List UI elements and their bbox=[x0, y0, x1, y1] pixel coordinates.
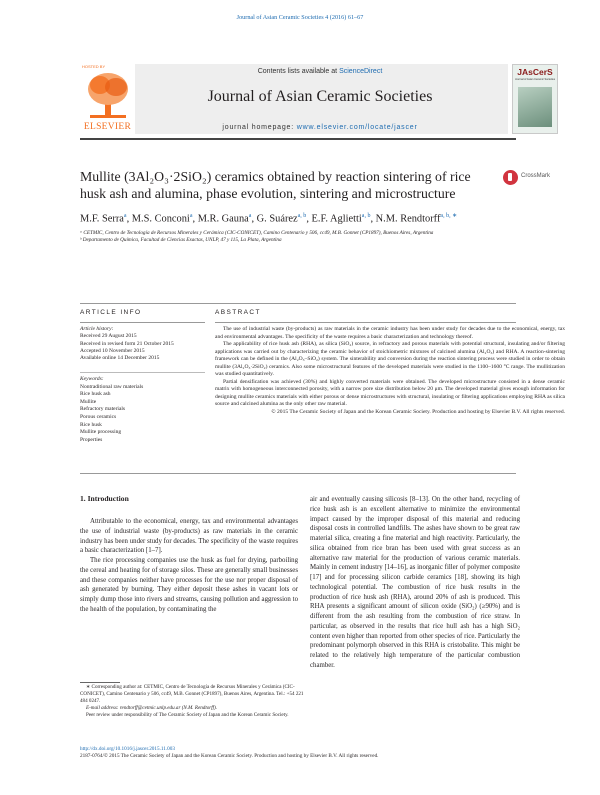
body-right-column bbox=[310, 495, 520, 671]
author-affiliation-mark[interactable]: a bbox=[248, 213, 252, 219]
doi-link[interactable]: http://dx.doi.org/10.1016/j.jascer.2015.11.003 bbox=[80, 746, 175, 752]
abstract-paragraph: The applicability of rice husk ash (RHA), as silica (SiO₂) source, in refractory and porous materials with potential structural, insulating and/or filtering applications was carried out by characterizing the ceramic behavior of stoichiometric mixtures of calcined alumina (Al₂O₃) and RHA. A reaction-sintering framework can be defined in the (Al₂O₃–SiO₂) system. The sinterability and conversion during the reaction sintering process were studied in order to obtain mullite (3Al₂O₃·2SiO₂) ceramics. Also some microstructural features of the developed materials were studied in the 1100–1600 °C range. The mullitization was studied quantitatively. bbox=[215, 341, 565, 378]
contents-availability bbox=[140, 68, 500, 75]
crossmark-badge[interactable] bbox=[503, 170, 563, 186]
keyword: Nontraditional raw materials bbox=[80, 383, 144, 390]
journal-title: Journal of Asian Ceramic Societies bbox=[207, 88, 433, 105]
affiliations bbox=[80, 230, 550, 244]
keyword: Porous ceramics bbox=[80, 413, 117, 420]
journal-cover-thumbnail[interactable] bbox=[512, 64, 558, 134]
author-name[interactable]: E.F. Aglietti bbox=[311, 213, 362, 225]
body-left-column bbox=[80, 517, 298, 615]
keywords-label: Keywords: bbox=[80, 376, 104, 382]
body-paragraph: Attributable to the economical, energy, tax and environmental advantages the use of industrial waste (by-products) as raw materials in the ceramic industry has been under study for decades. The specificity of the waste requires a basic characterization [1–7]. bbox=[80, 518, 298, 555]
keyword: Mullite bbox=[80, 398, 97, 405]
keyword: Rice husk ash bbox=[80, 391, 111, 398]
keyword: Refractory materials bbox=[80, 406, 126, 413]
contents-label: Contents lists available at bbox=[257, 68, 338, 75]
header-divider bbox=[80, 138, 516, 140]
author-name[interactable]: G. Suárez bbox=[256, 213, 298, 225]
homepage-link[interactable]: www.elsevier.com/locate/jascer bbox=[296, 124, 418, 131]
history-accepted: Accepted 10 November 2015 bbox=[80, 347, 145, 354]
abstract-rule bbox=[215, 322, 516, 323]
abstract-bottom-rule bbox=[80, 473, 516, 474]
article-info-rule bbox=[80, 322, 205, 323]
corresponding-author-note: ∗ Corresponding author at: CETMIC, Centro de Tecnología de Recursos Minerales y Cerámica (CIC-CONICET), Camino Centenario y 506, cc49, M.B. Gonnet (CP1897), Buenos Aires, Argentina. Tel.: +54 221 484 0247. bbox=[80, 684, 304, 705]
author-name[interactable]: M.R. Gauna bbox=[197, 213, 249, 225]
homepage-label: journal homepage: bbox=[222, 124, 294, 131]
page-footer bbox=[80, 746, 560, 760]
keyword: Rice husk bbox=[80, 421, 102, 428]
footnotes bbox=[80, 684, 308, 719]
author-name[interactable]: N.M. Rendtorff bbox=[375, 213, 441, 225]
abstract-copyright: © 2015 The Ceramic Society of Japan and the Korean Ceramic Society. Production and hosting by Elsevier B.V. All rights reserved. bbox=[271, 409, 565, 416]
abstract-paragraph: The use of industrial waste (by-products) as raw materials in the ceramic industry has been under study for decades due to the economical, energy, tax and environmental advantages. The specificity of the waste requires a basic characterization and technology thereof. bbox=[215, 326, 565, 340]
history-online: Available online 14 December 2015 bbox=[80, 355, 160, 362]
author-affiliation-mark[interactable]: a, b bbox=[361, 213, 371, 219]
article-history bbox=[80, 326, 210, 362]
author-name[interactable]: M.F. Serra bbox=[80, 213, 124, 225]
body-paragraph: air and eventually causing silicosis [8–13]. On the other hand, recycling of rice husk ash is an excellent alternative to minimize the environmental impact caused by the improper disposal of this material and reducing disposal costs in controlled landfills. The ashes have shown to be great raw material silica, creating a fine material and high reactivity. Particularly, the silica obtained from rice bran has been used with great success as an alternative raw material for the production of various ceramic materials. Mainly in cement industry [14–16], as inorganic filler of polymer composite [17] and for processing silicon carbide ceramics [18], showing its high technological potential. The combustion of rice husk results in the production of rice husk ash (RHA), around 20% of ash is produced. This RHA presents a significant amount of silicon oxide (SiO₂) (≥90%) and is different from the ash resulting from the combustion of rice straw. In particular, as observed in the results that rice hull ash has a high SiO₂ content even higher than reported from other species of rice. Particularly the predominant polymorph observed in this RHA is cristobalite. This might be related to the relatively high temperature of the particular combustion chamber. bbox=[310, 496, 520, 669]
keyword: Properties bbox=[80, 436, 103, 443]
keywords-rule bbox=[80, 372, 205, 373]
elsevier-wordmark: ELSEVIER bbox=[83, 122, 132, 132]
cover-image bbox=[518, 87, 552, 127]
journal-citation-line[interactable]: Journal of Asian Ceramic Societies 4 (2016) 61–67 bbox=[236, 14, 364, 21]
email-note[interactable]: E-mail address: rendtorff@cetmic.unlp.edu.ar (N.M. Rendtorff). bbox=[86, 705, 218, 712]
author-affiliation-mark[interactable]: a bbox=[189, 213, 193, 219]
author-list: M.F. Serra$^a$, M.S. Conconi$^a$, M.R. Gauna$^a$, G. Suárez$^{a, b}$, E.F. Aglietti$^{a, b}$, N.M. Rendtorff$^{a, b, ∗}$ bbox=[80, 213, 458, 225]
author-affiliation-mark[interactable]: a, b bbox=[297, 213, 307, 219]
hosted-by-label: HOSTED BY bbox=[82, 64, 106, 69]
issn-line: 2187-0764/© 2015 The Ceramic Society of Japan and the Korean Ceramic Society. Production and hosting by Elsevier B.V. All rights reserved. bbox=[80, 753, 379, 760]
abstract-paragraph: Partial densification was achieved (30%) and highly converted materials were obtained. The developed microstructure consisted in a dense ceramic matrix with homogeneous interconnected porosity, with a narrow pore size distribution below 20 μm. The developed material gives enough information for designing mullite ceramics materials with either porous or dense microstructures with structural, insulating or filtering applications employing RHA as silica source and calcined alumina as the only other raw material. bbox=[215, 378, 565, 408]
abstract-body bbox=[215, 326, 565, 417]
article-title: Mullite (3Al₂O₃·2SiO₂) ceramics obtained by reaction sintering of rice husk ash and alumina, phase evolution, sintering and microstructure bbox=[80, 169, 471, 201]
history-revised: Received in revised form 21 October 2015 bbox=[80, 340, 174, 347]
front-matter-rule bbox=[80, 303, 516, 304]
author-affiliation-mark[interactable]: a bbox=[123, 213, 127, 219]
introduction-heading: 1. Introduction bbox=[80, 494, 129, 503]
sciencedirect-link[interactable]: ScienceDirect bbox=[339, 68, 383, 75]
footnote-rule bbox=[80, 682, 120, 683]
cover-title: Journal of Asian Ceramic Societies bbox=[514, 78, 556, 81]
peer-review-note: Peer review under responsibility of The Ceramic Society of Japan and the Korean Ceramic Society. bbox=[86, 712, 289, 719]
author-affiliation-mark[interactable]: a, b, ∗ bbox=[440, 213, 458, 219]
journal-homepage bbox=[140, 124, 500, 131]
jascers-logo: JAsCerS bbox=[517, 67, 553, 77]
keywords bbox=[80, 376, 210, 444]
body-paragraph: The rice processing companies use the husk as fuel for drying, parboiling the cereal and heating for of storage silos. These are generally small businesses and these companies neither have processes for the use nor proper disposal of ash generated by burning. They either deposit these ashes in vacant lots or simply dump those into rivers and streams, causing pollution and aggression to the health of the population, by contaminating the bbox=[80, 557, 298, 613]
elsevier-logo[interactable] bbox=[80, 64, 135, 134]
keyword: Mullite processing bbox=[80, 429, 122, 436]
crossmark-icon bbox=[503, 170, 518, 185]
author-name[interactable]: M.S. Conconi bbox=[131, 213, 190, 225]
crossmark-label: CrossMark bbox=[521, 173, 551, 179]
article-history-label: Article history: bbox=[80, 326, 114, 332]
abstract-heading: ABSTRACT bbox=[215, 309, 261, 316]
affiliation-a: ᵃ CETMIC, Centro de Tecnología de Recursos Minerales y Cerámica (CIC-CONICET), Camino Centenario y 506, cc49, M.B. Gonnet (CP1897), Buenos Aires, Argentina bbox=[80, 230, 434, 236]
affiliation-b: ᵇ Departamento de Química, Facultad de Ciencias Exactas, UNLP, 47 y 115, La Plata, Argentina bbox=[80, 237, 282, 244]
article-info-heading: ARTICLE INFO bbox=[80, 309, 142, 316]
elsevier-tree-icon bbox=[84, 69, 132, 121]
history-received: Received 29 August 2015 bbox=[80, 333, 137, 340]
